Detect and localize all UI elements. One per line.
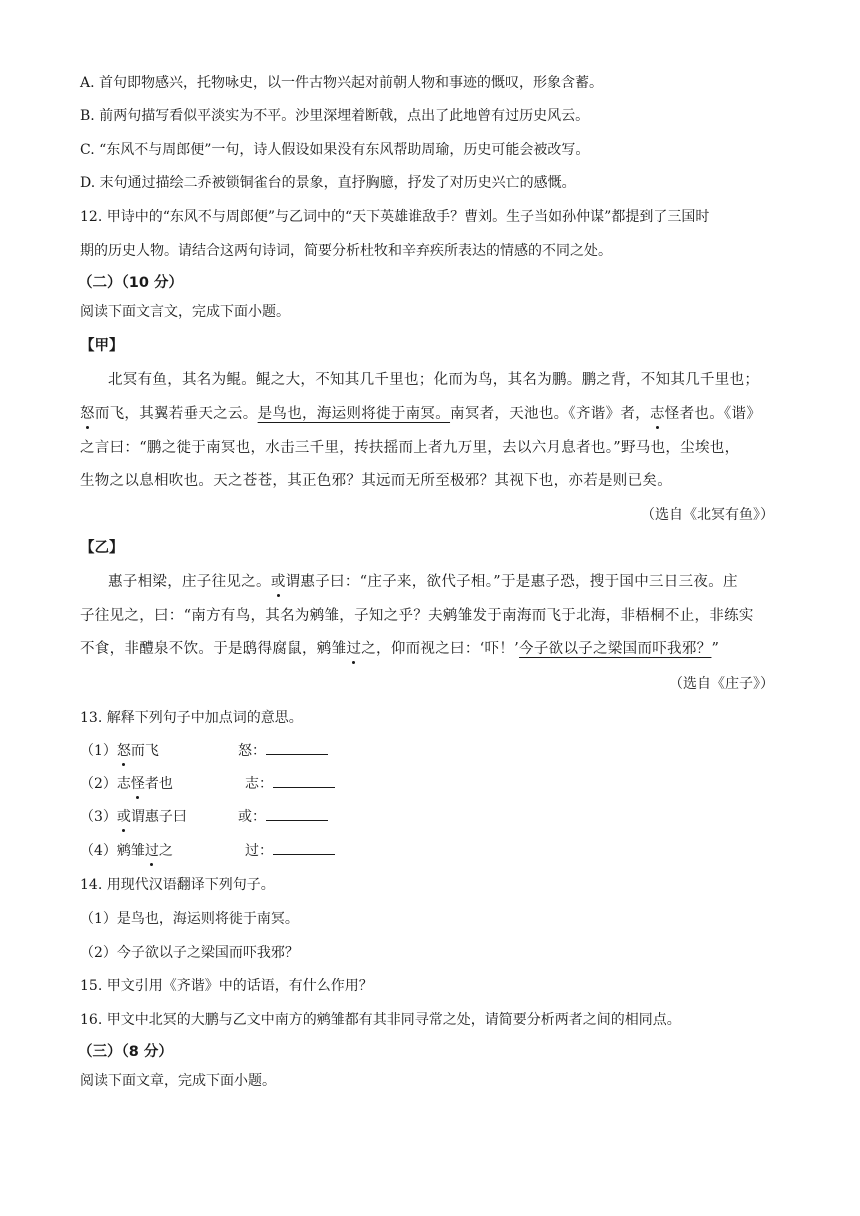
dotted-word-zhi: 志 [649,406,665,422]
dotted-word-huo: 或 [270,574,286,590]
option-d: D. 末句通过描绘二乔被锁铜雀台的景象，直抒胸臆，抒发了对历史兴亡的感慨。 [80,175,576,191]
question-14-title: 14. 用现代汉语翻译下列句子。 [80,877,275,893]
q13-item-4: （4）鹓雏过之 [80,843,173,859]
passage-yi-source: （选自《庄子》） [669,676,774,692]
section-3-heading: （三）（8 分） [78,1044,173,1060]
question-12-line2: 期的历史人物。请结合这两句诗词，简要分析杜牧和辛弃疾所表达的情感的不同之处。 [80,243,612,259]
underlined-sentence-2: 今子欲以子之梁国而吓我邪？ [519,641,712,657]
question-14-sentence-1: （1）是鸟也，海运则将徙于南冥。 [80,911,299,927]
answer-blank[interactable] [273,775,335,788]
question-13-title: 13. 解释下列句子中加点词的意思。 [80,710,303,726]
passage-jia-source: （选自《北冥有鱼》） [641,507,774,523]
q13-answer-4[interactable]: 过： [245,841,335,861]
q13-answer-3[interactable]: 或： [238,807,328,827]
q13-item-2: （2）志怪者也 [80,776,173,792]
q13-answer-1[interactable]: 怒： [238,741,328,761]
answer-blank[interactable] [273,842,335,855]
question-14-sentence-2: （2）今子欲以子之梁国而吓我邪？ [80,945,299,961]
q13-answer-2[interactable]: 志： [245,774,335,794]
answer-blank[interactable] [266,742,328,755]
passage-yi-line2: 子往见之，曰：“南方有鸟，其名为鹓雏，子知之乎？夫鹓雏发于南海而飞于北海，非梧桐不止，非练实 [80,608,754,624]
passage-jia-line1: 北冥有鱼，其名为鲲。鲲之大，不知其几千里也；化而为鸟，其名为鹏。鹏之背，不知其几千里也； [108,372,760,388]
dotted-word-guo: 过 [346,641,362,657]
question-12-line1: 12. 甲诗中的“东风不与周郎便”与乙词中的“天下英雄谁敌手？曹刘。生子当如孙仲谋”都提到了三国时 [80,209,710,225]
passage-jia-label: 【甲】 [80,338,124,354]
option-b: B. 前两句描写看似平淡实为不平。沙里深埋着断戟，点出了此地曾有过历史风云。 [80,108,590,124]
passage-jia-line3: 之言曰：“鹏之徙于南冥也，水击三千里，抟扶摇而上者九万里，去以六月息者也。”野马也，尘埃也， [80,440,740,456]
question-16: 16. 甲文中北冥的大鹏与乙文中南方的鹓雏都有其非同寻常之处，请简要分析两者之间的相同点。 [80,1012,681,1028]
dotted-word-nu: 怒 [80,406,95,422]
q13-item-1: （1）怒而飞 [80,743,159,759]
option-c: C. “东风不与周郎便”一句，诗人假设如果没有东风帮助周瑜，历史可能会被改写。 [80,142,590,158]
passage-yi-label: 【乙】 [80,540,124,556]
option-a: A. 首句即物感兴，托物咏史，以一件古物兴起对前朝人物和事迹的慨叹，形象含蓄。 [80,75,604,91]
underlined-sentence-1: 是鸟也，海运则将徙于南冥。 [257,406,451,422]
q13-item-3: （3）或谓惠子曰 [80,809,187,825]
passage-jia-line2: 怒而飞，其翼若垂天之云。是鸟也，海运则将徙于南冥。南冥者，天池也。《齐谐》者，志怪者也。《谐》 [80,406,762,422]
section-2-heading: （二）（10 分） [78,275,183,291]
section-3-instruction: 阅读下面文章，完成下面小题。 [80,1073,276,1089]
question-15: 15. 甲文引用《齐谐》中的话语，有什么作用？ [80,978,373,994]
passage-yi-line3: 不食，非醴泉不饮。于是鸱得腐鼠，鹓雏过之，仰而视之曰：‘吓！’今子欲以子之梁国而吓我邪？” [80,641,720,657]
answer-blank[interactable] [266,808,328,821]
section-2-instruction: 阅读下面文言文，完成下面小题。 [80,304,290,320]
passage-yi-line1: 惠子相梁，庄子往见之。或谓惠子曰：“庄子来，欲代子相。”于是惠子恐，搜于国中三日三夜。庄 [108,574,738,590]
passage-jia-line4: 生物之以息相吹也。天之苍苍，其正色邪？其远而无所至极邪？其视下也，亦若是则已矣。 [80,473,672,489]
